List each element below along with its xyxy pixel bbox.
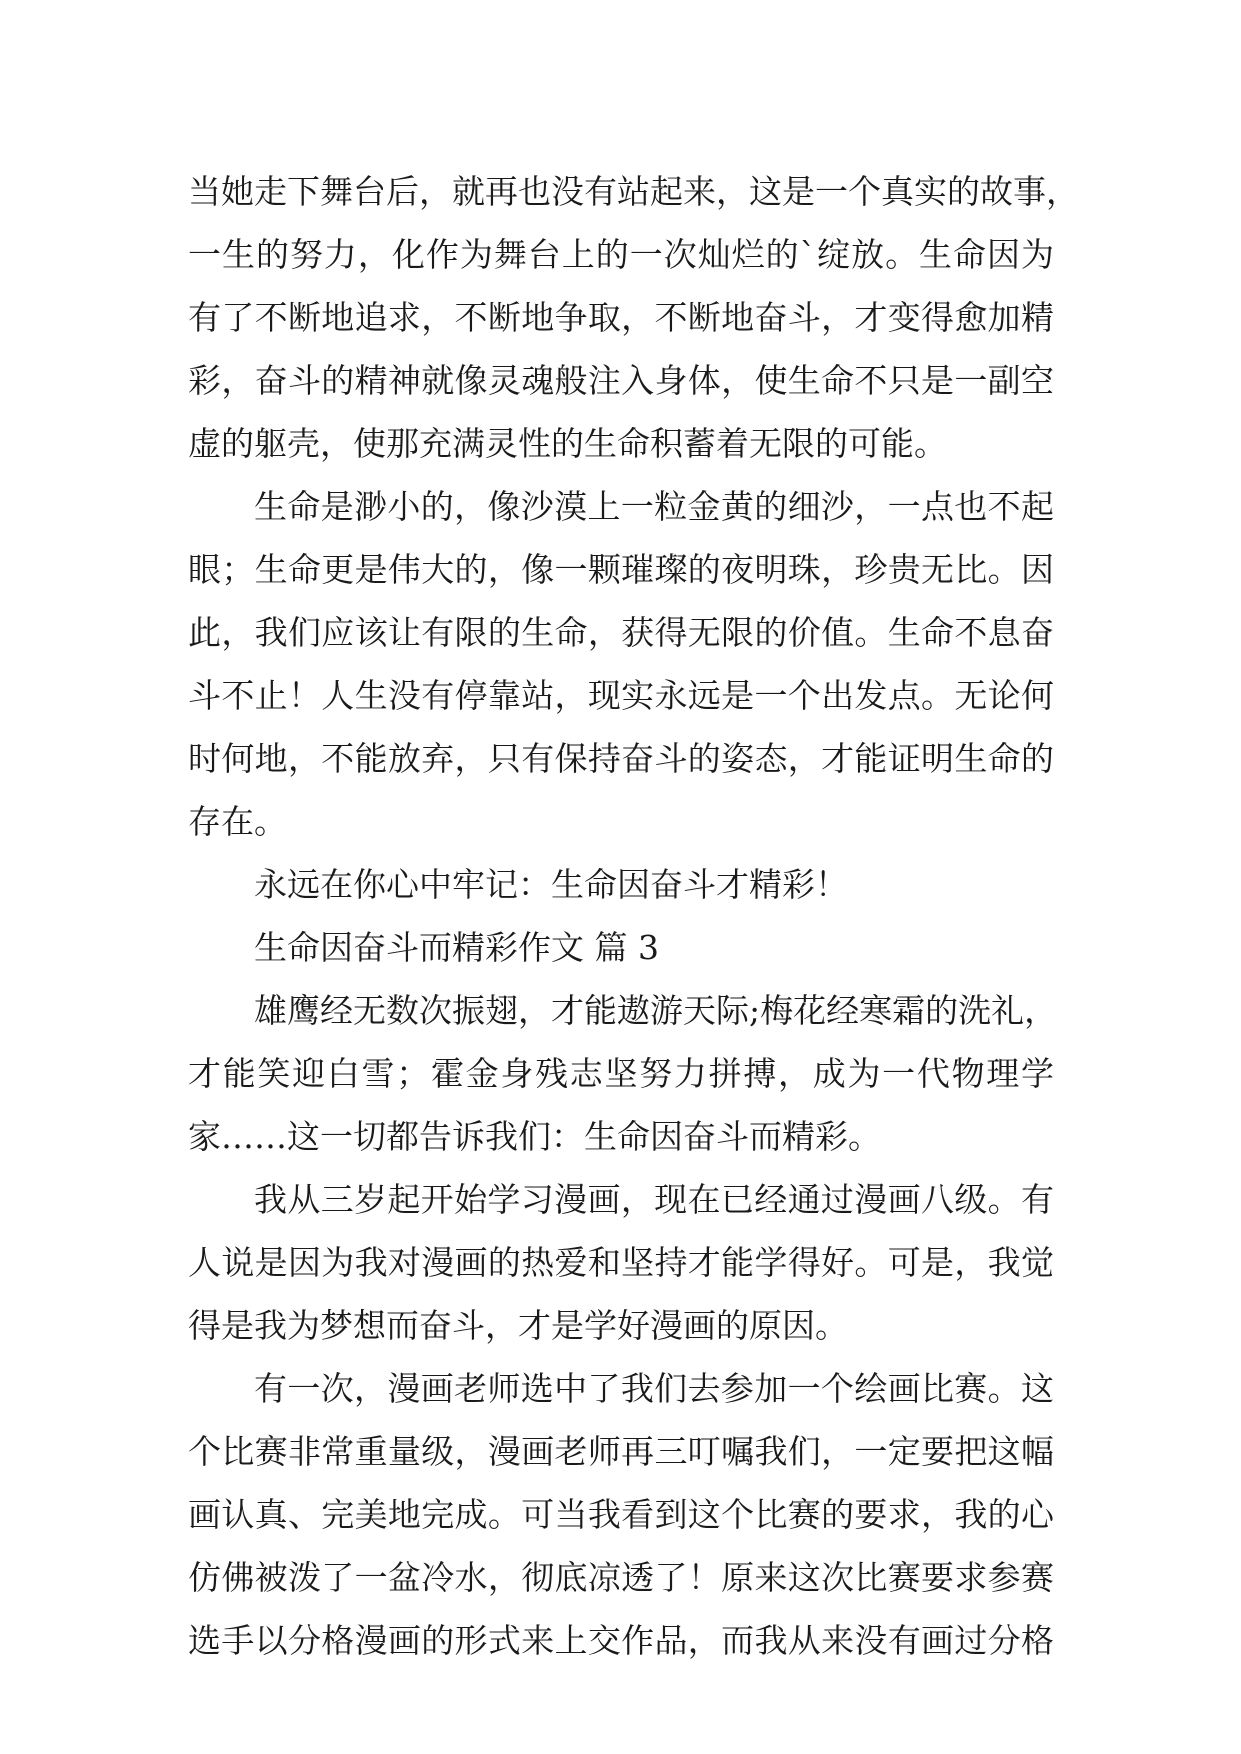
text-line: 有一次，漫画老师选中了我们去参加一个绘画比赛。这 — [254, 1369, 1054, 1408]
text-line: 斗不止！人生没有停靠站，现实永远是一个出发点。无论何 — [188, 676, 1054, 715]
text-line: 画认真、完美地完成。可当我看到这个比赛的要求，我的心 — [188, 1495, 1054, 1534]
text-line: 选手以分格漫画的形式来上交作品，而我从来没有画过分格 — [188, 1621, 1054, 1660]
text-line: 得是我为梦想而奋斗，才是学好漫画的原因。 — [188, 1306, 848, 1345]
text-line: 眼；生命更是伟大的，像一颗璀璨的夜明珠，珍贵无比。因 — [188, 550, 1054, 589]
text-line: 有了不断地追求，不断地争取，不断地奋斗，才变得愈加精 — [188, 298, 1054, 337]
document-body — [188, 160, 1079, 1672]
text-line: 永远在你心中牢记：生命因奋斗才精彩！ — [254, 865, 848, 904]
text-line: 家……这一切都告诉我们：生命因奋斗而精彩。 — [188, 1117, 881, 1156]
text-line: 才能笑迎白雪；霍金身残志坚努力拼搏，成为一代物理学 — [188, 1054, 1054, 1093]
text-line: 我从三岁起开始学习漫画，现在已经通过漫画八级。有 — [254, 1180, 1054, 1219]
text-line: 人说是因为我对漫画的热爱和坚持才能学得好。可是，我觉 — [188, 1243, 1054, 1282]
text-line: 此，我们应该让有限的生命，获得无限的价值。生命不息奋 — [188, 613, 1054, 652]
text-line: 虚的躯壳，使那充满灵性的生命积蓄着无限的可能。 — [188, 424, 947, 463]
text-line: 生命是渺小的，像沙漠上一粒金黄的细沙，一点也不起 — [254, 487, 1054, 526]
text-line: 雄鹰经无数次振翅，才能遨游天际;梅花经寒霜的洗礼， — [254, 991, 1058, 1030]
text-line: 仿佛被泼了一盆冷水，彻底凉透了！原来这次比赛要求参赛 — [188, 1558, 1054, 1597]
text-line: 时何地，不能放弃，只有保持奋斗的姿态，才能证明生命的 — [188, 739, 1054, 778]
text-line: 当她走下舞台后，就再也没有站起来，这是一个真实的故事， — [188, 172, 1079, 211]
section-heading: 生命因奋斗而精彩作文 篇 3 — [254, 928, 659, 967]
text-line: 个比赛非常重量级，漫画老师再三叮嘱我们，一定要把这幅 — [188, 1432, 1054, 1471]
text-line: 一生的努力，化作为舞台上的一次灿烂的`绽放。生命因为 — [188, 235, 1054, 274]
text-line: 彩，奋斗的精神就像灵魂般注入身体，使生命不只是一副空 — [188, 361, 1054, 400]
text-line: 存在。 — [188, 802, 287, 841]
